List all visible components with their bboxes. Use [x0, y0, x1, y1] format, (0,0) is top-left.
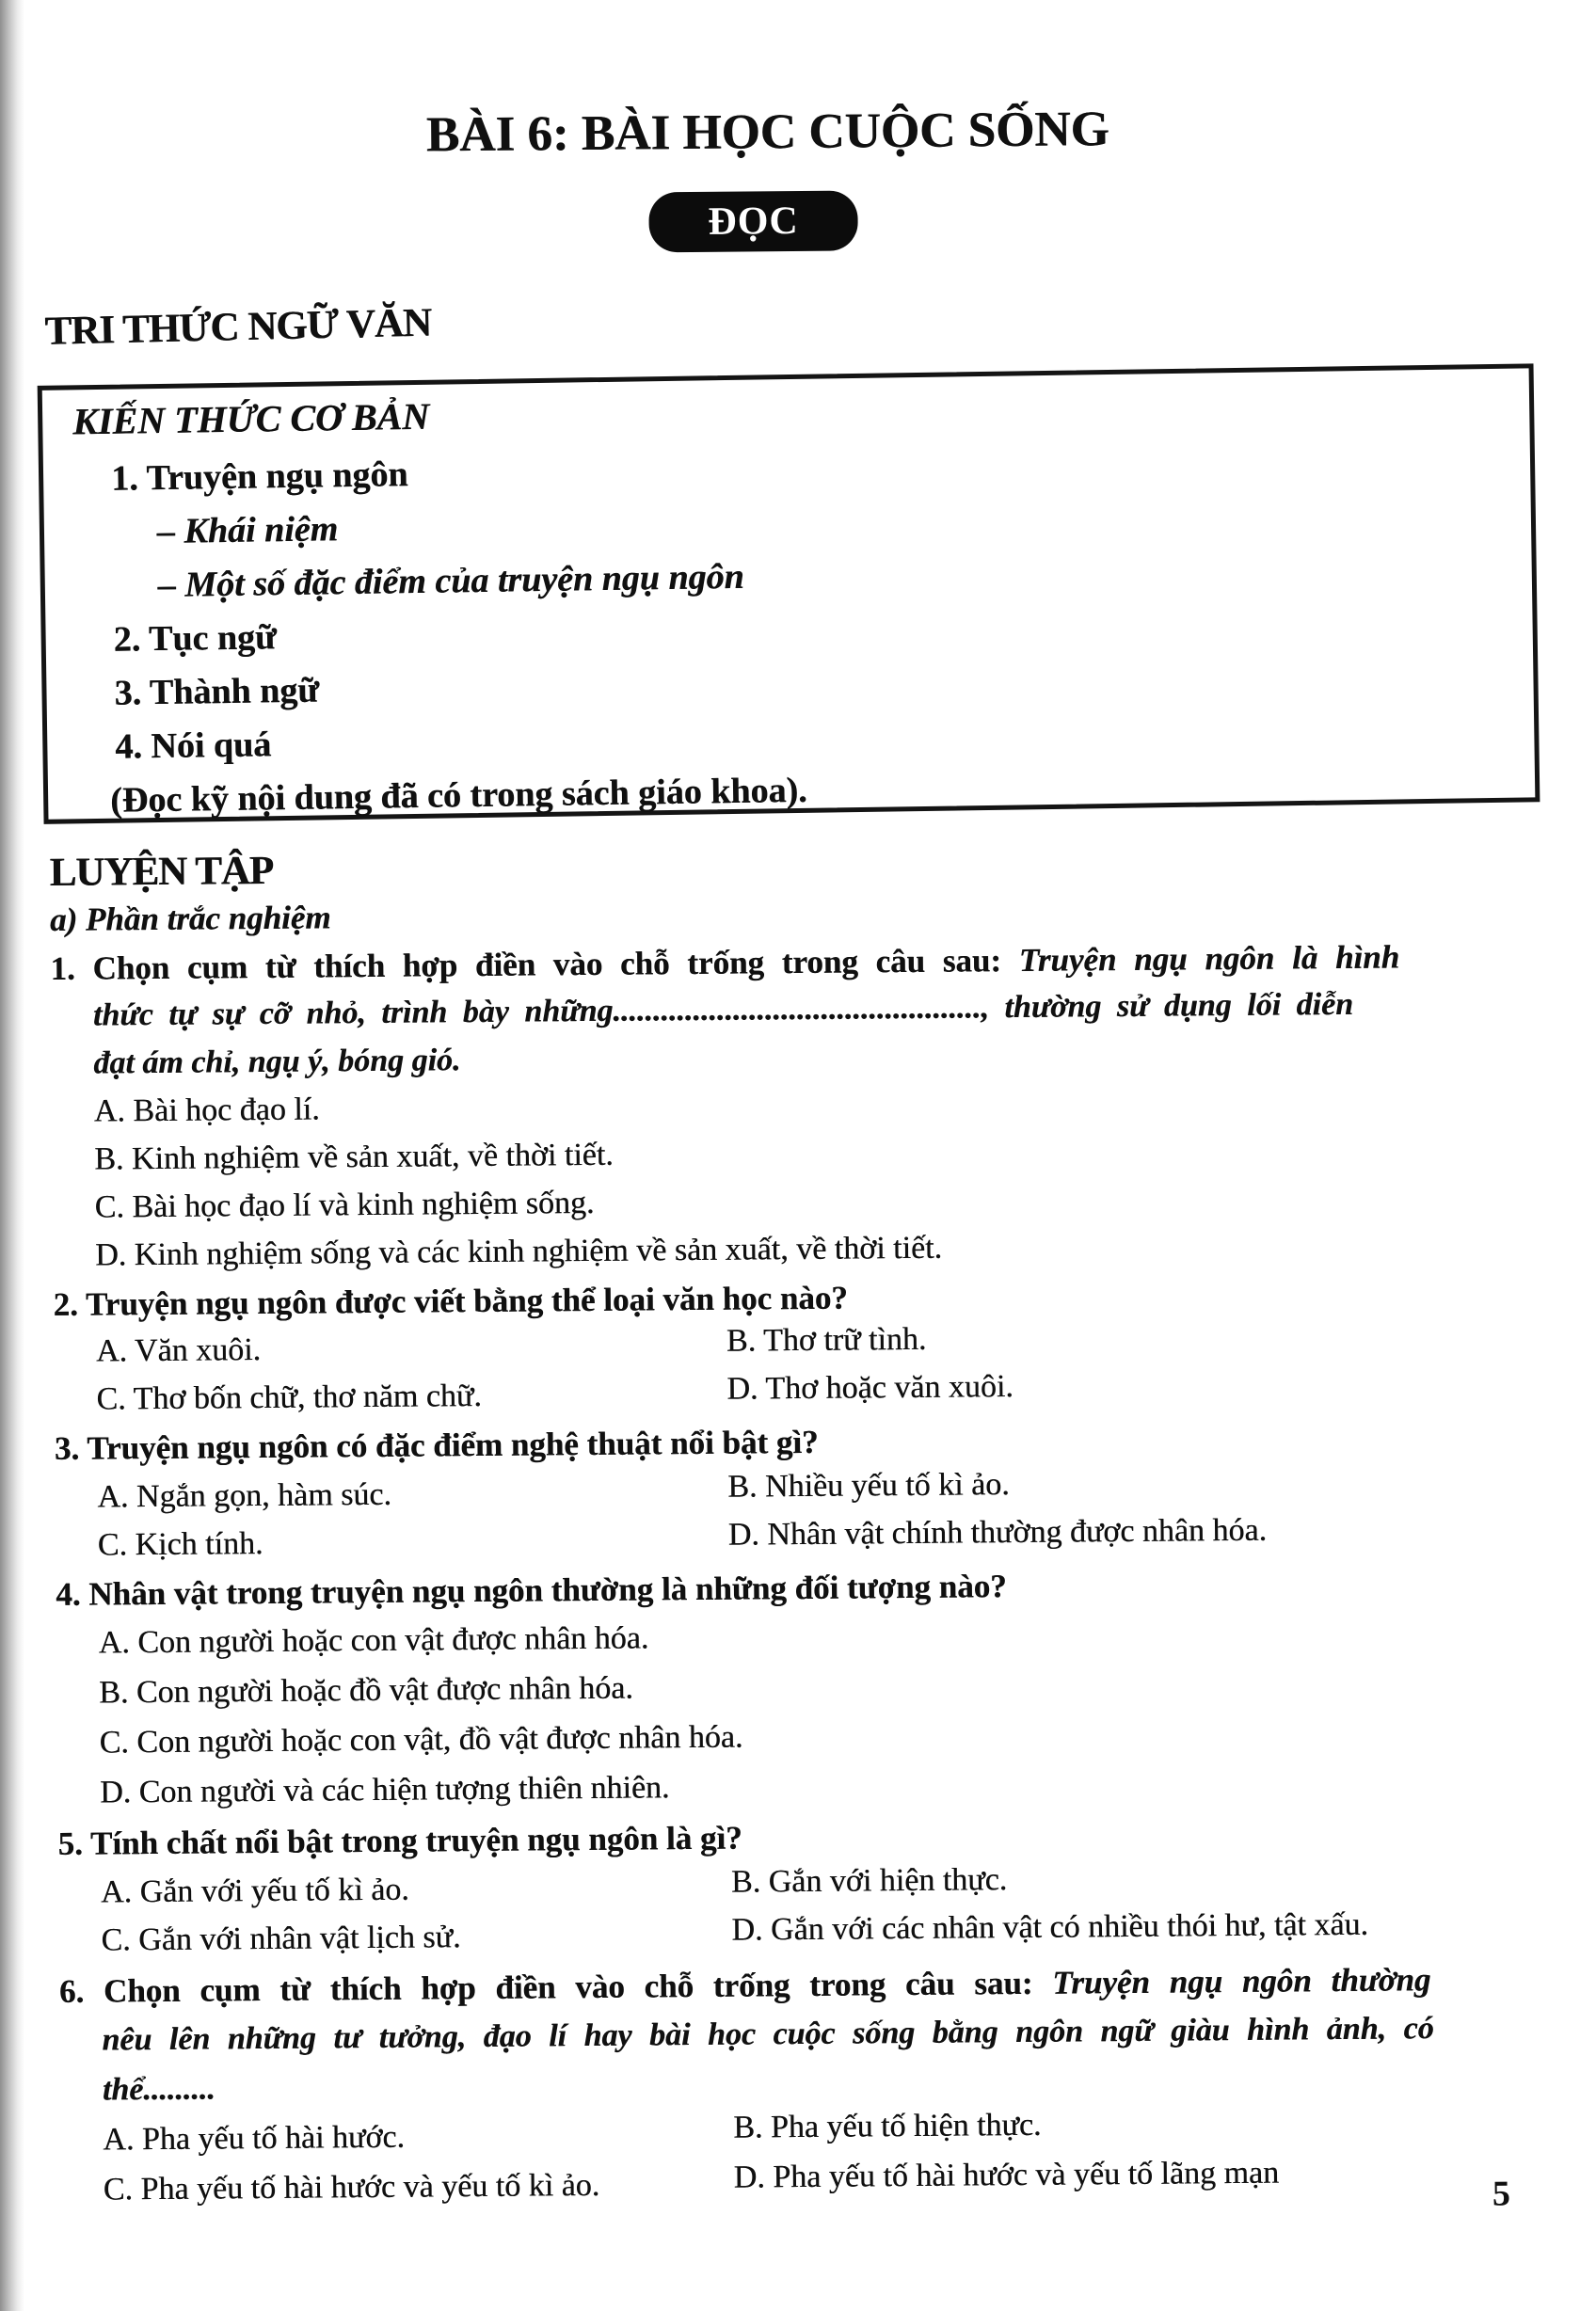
question-6-option-d: D. Pha yếu tố hài hước và yếu tố lãng mạn [733, 2155, 1280, 2195]
question-1-stem [50, 938, 1399, 987]
question-5-option-a: A. Gắn với yếu tố kì ảo. [100, 1872, 409, 1910]
doc-badge [648, 190, 858, 252]
question-4-option-a: A. Con người hoặc con vật được nhân hóa. [98, 1620, 649, 1661]
knowledge-item-4: 4. Nói quá [115, 725, 272, 767]
question-4-option-b: B. Con người hoặc đồ vật được nhân hóa. [99, 1670, 633, 1711]
question-6-option-c: C. Pha yếu tố hài hước và yếu tố kì ảo. [103, 2167, 600, 2207]
knowledge-item-2: 2. Tục ngữ [113, 617, 278, 660]
question-5-option-b: B. Gắn với hiện thực. [730, 1862, 1008, 1900]
section-heading-tri-thuc-ngu-van: TRI THỨC NGỮ VĂN [44, 300, 432, 354]
question-3-stem: 3. Truyện ngụ ngôn có đặc điểm nghệ thuật nổi bật gì? [54, 1423, 819, 1467]
doc-badge-label: ĐỌC [708, 199, 799, 244]
page-title: BÀI 6: BÀI HỌC CUỘC SỐNG [425, 102, 1109, 163]
question-1-option-a: A. Bài học đạo lí. [93, 1092, 320, 1129]
question-6-line3: thể......... [102, 2071, 215, 2108]
question-6-option-a: A. Pha yếu tố hài hước. [103, 2119, 406, 2158]
question-3-option-d: D. Nhân vật chính thường được nhân hóa. [727, 1512, 1268, 1553]
knowledge-box [38, 363, 1540, 824]
question-2-option-a: A. Văn xuôi. [95, 1332, 262, 1369]
question-1-option-c: C. Bài học đạo lí và kinh nghiệm sống. [94, 1185, 595, 1225]
question-1-stem-quote: Truyện ngụ ngôn là hình [1018, 938, 1400, 979]
question-1-line2: thức tự sự cỡ nhỏ, trình bày những.............................................., thường sử dụng lối diễn [92, 986, 1354, 1033]
question-1-stem-text: 1. Chọn cụm từ thích hợp điền vào chỗ trống trong câu sau: [50, 941, 1019, 987]
knowledge-item-1a: – Khái niệm [156, 509, 339, 552]
question-1-option-b: B. Kinh nghiệm về sản xuất, về thời tiết. [94, 1137, 614, 1177]
question-1-option-d: D. Kinh nghiệm sống và các kinh nghiệm về sản xuất, về thời tiết. [94, 1230, 943, 1273]
knowledge-item-3: 3. Thành ngữ [114, 670, 320, 713]
question-3-option-c: C. Kịch tính. [97, 1525, 263, 1563]
question-5-stem: 5. Tính chất nổi bật trong truyện ngụ ngôn là gì? [57, 1819, 742, 1862]
question-5-option-c: C. Gắn với nhân vật lịch sử. [101, 1920, 461, 1958]
knowledge-item-1b: – Một số đặc điểm của truyện ngụ ngôn [157, 556, 744, 606]
question-2-option-d: D. Thơ hoặc văn xuôi. [726, 1369, 1013, 1407]
question-3-option-a: A. Ngắn gọn, hàm súc. [97, 1476, 392, 1515]
question-6-stem [59, 1961, 1431, 2010]
question-6-line2: nêu lên những tư tưởng, đạo lí hay bài học cuộc sống bằng ngôn ngữ giàu hình ảnh, có [102, 2011, 1434, 2058]
question-6-option-b: B. Pha yếu tố hiện thực. [733, 2107, 1042, 2145]
question-2-option-c: C. Thơ bốn chữ, thơ năm chữ. [96, 1378, 482, 1417]
question-3-option-b: B. Nhiều yếu tố kì ảo. [727, 1467, 1010, 1505]
knowledge-box-heading: KIẾN THỨC CƠ BẢN [72, 394, 430, 443]
question-5-option-d: D. Gắn với các nhân vật có nhiều thói hư, tật xấu. [731, 1906, 1369, 1948]
question-1-line3: đạt ám chỉ, ngụ ý, bóng gió. [93, 1043, 461, 1081]
question-4-option-c: C. Con người hoặc con vật, đồ vật được nhân hóa. [99, 1719, 743, 1761]
question-2-option-b: B. Thơ trữ tình. [726, 1321, 927, 1359]
question-6-stem-text: 6. Chọn cụm từ thích hợp điền vào chỗ trống trong câu sau: [58, 1964, 1053, 2010]
question-4-option-d: D. Con người và các hiện tượng thiên nhiên. [99, 1770, 670, 1810]
question-6-stem-quote: Truyện ngụ ngôn thường [1052, 1961, 1431, 2001]
question-4-stem: 4. Nhân vật trong truyện ngụ ngôn thường là những đối tượng nào? [56, 1568, 1007, 1613]
page-number: 5 [1492, 2174, 1511, 2214]
knowledge-item-1: 1. Truyện ngụ ngôn [110, 454, 408, 499]
section-heading-luyen-tap: LUYỆN TẬP [49, 848, 274, 895]
knowledge-box-note: (Đọc kỹ nội dung đã có trong sách giáo khoa). [109, 770, 807, 821]
question-2-stem: 2. Truyện ngụ ngôn được viết bằng thể loại văn học nào? [53, 1279, 848, 1323]
subsection-trac-nghiem: a) Phần trắc nghiệm [49, 899, 331, 938]
